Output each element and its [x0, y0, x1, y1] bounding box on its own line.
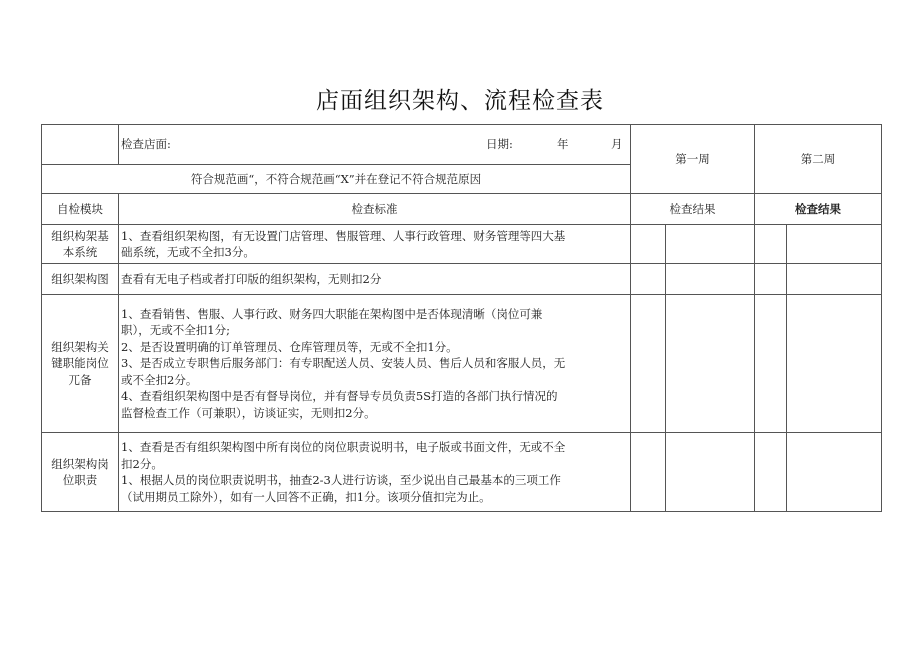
table-row	[42, 225, 882, 264]
column-header-row	[42, 194, 882, 225]
criteria-line: 或不全扣2分。	[121, 372, 198, 387]
criteria-line: 查看有无电子档或者打印版的组织架构，无则扣2分	[121, 271, 382, 286]
module-line: 组织架构关	[51, 339, 109, 354]
module-cell	[42, 225, 119, 264]
module-line: 组织架构图	[51, 271, 109, 286]
criteria-line: 1、查看销售、售服、人事行政、财务四大职能在架构图中是否体现清晰（岗位可兼	[121, 306, 543, 321]
module-line: 位职责	[62, 473, 98, 487]
week1-check-cell[interactable]	[631, 433, 666, 512]
week2-note-cell[interactable]	[787, 433, 882, 512]
criteria-cell	[119, 264, 631, 295]
store-label: 检查店面:	[121, 137, 171, 152]
table-row	[42, 295, 882, 433]
criteria-line: （试用期员工除外），如有一人回答不正确，扣1分。该项分值扣完为止。	[121, 489, 491, 504]
document-title: 店面组织架构、流程检查表	[316, 88, 604, 114]
module-line: 本系统	[62, 245, 98, 259]
week2-note-cell[interactable]	[787, 264, 882, 295]
module-line: 兀备	[68, 372, 92, 387]
header-row-store	[42, 125, 882, 165]
table-row	[42, 433, 882, 512]
criteria-cell	[119, 225, 631, 264]
criteria-line: 监督检查工作（可兼职），访谈证实，无则扣2分。	[121, 405, 376, 420]
week1-note-cell[interactable]	[666, 225, 755, 264]
week1-check-cell[interactable]	[631, 225, 666, 264]
week2-header: 第二周	[755, 125, 882, 194]
result2-column-header: 检查结果	[755, 194, 882, 225]
week2-check-cell[interactable]	[755, 433, 787, 512]
blank-cell	[42, 125, 119, 165]
table-row	[42, 264, 882, 295]
week1-header: 第一周	[631, 125, 755, 194]
criteria-line: 2、是否设置明确的订单管理员、仓库管理员等，无或不全扣1分。	[121, 339, 458, 354]
week2-note-cell[interactable]	[787, 295, 882, 433]
criteria-line: 3、是否成立专职售后服务部门：有专职配送人员、安装人员、售后人员和客服人员，无	[121, 356, 566, 371]
module-line: 组织构架基	[51, 228, 109, 243]
criteria-line: 础系统，无或不全扣3分。	[121, 245, 255, 259]
criteria-line: 扣2分。	[121, 456, 163, 471]
week2-check-cell[interactable]	[755, 225, 787, 264]
module-cell	[42, 295, 119, 433]
week1-note-cell[interactable]	[666, 264, 755, 295]
criteria-line: 4、查看组织架构图中是否有督导岗位，并有督导专员负责5S打造的各部门执行情况的	[121, 389, 558, 404]
criteria-cell	[119, 295, 631, 433]
module-column-header: 自检模块	[42, 194, 119, 225]
standard-column-header: 检查标准	[119, 194, 631, 225]
result1-column-header: 检查结果	[631, 194, 755, 225]
week2-note-cell[interactable]	[787, 225, 882, 264]
criteria-line: 1、根据人员的岗位职责说明书，抽查2-3人进行访谈，至少说出自己最基本的三项工作	[121, 473, 561, 487]
inspection-table	[41, 124, 882, 512]
week2-check-cell[interactable]	[755, 264, 787, 295]
criteria-cell	[119, 433, 631, 512]
module-cell	[42, 433, 119, 512]
date-label: 日期:	[486, 137, 513, 152]
module-line: 键职能岗位	[51, 356, 109, 371]
month-label: 月	[611, 137, 623, 152]
week1-check-cell[interactable]	[631, 295, 666, 433]
week1-note-cell[interactable]	[666, 433, 755, 512]
module-cell	[42, 264, 119, 295]
criteria-line: 1、查看是否有组织架构图中所有岗位的岗位职责说明书，电子版或书面文件，无或不全	[121, 440, 566, 454]
module-line: 组织架构岗	[51, 456, 109, 471]
store-date-cell	[119, 125, 631, 165]
week2-check-cell[interactable]	[755, 295, 787, 433]
week1-check-cell[interactable]	[631, 264, 666, 295]
criteria-line: 1、查看组织架构图，有无设置门店管理、售服管理、人事行政管理、财务管理等四大基	[121, 228, 566, 243]
week1-note-cell[interactable]	[666, 295, 755, 433]
rule-note: 符合规范画“，不符合规范画“X”并在登记不符合规范原因	[42, 165, 631, 194]
criteria-line: 职），无或不全扣1分;	[121, 323, 230, 338]
year-label: 年	[557, 137, 569, 152]
